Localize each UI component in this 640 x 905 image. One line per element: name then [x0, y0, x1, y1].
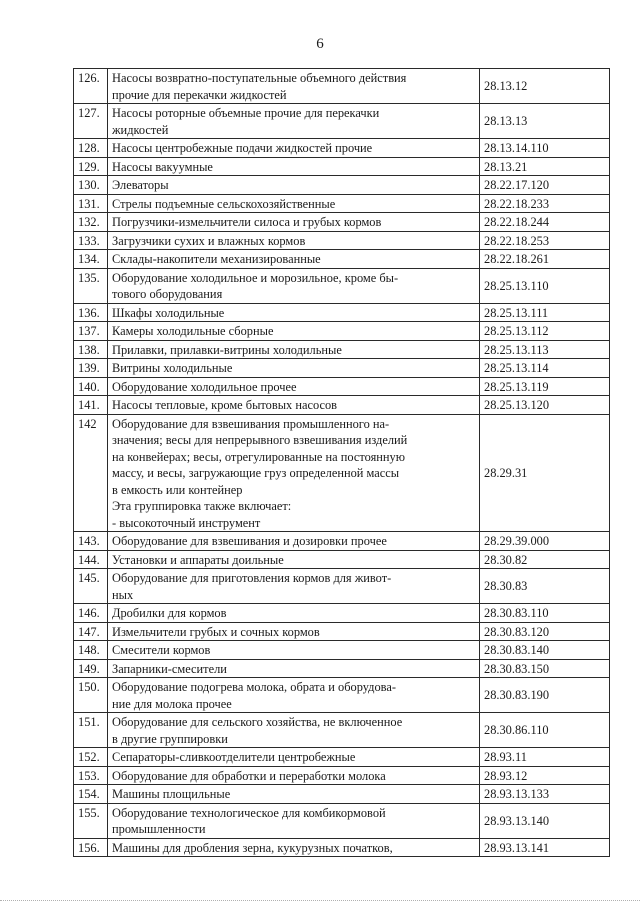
table-row [74, 250, 610, 269]
okpd2-code: 28.30.83.120 [480, 622, 610, 641]
table-row [74, 641, 610, 660]
row-number: 134. [74, 250, 108, 269]
row-number: 145. [74, 569, 108, 604]
okpd2-code: 28.25.13.119 [480, 377, 610, 396]
okpd2-code: 28.30.86.110 [480, 713, 610, 748]
equipment-name [108, 659, 480, 678]
row-number: 130. [74, 176, 108, 195]
equipment-name [108, 604, 480, 623]
okpd2-code: 28.93.13.140 [480, 803, 610, 838]
equipment-name-line: Оборудование подогрева молока, обрата и оборудова- [112, 680, 396, 694]
equipment-name-line: Прилавки, прилавки-витрины холодильные [112, 342, 342, 357]
equipment-name-line: Насосы возвратно-поступательные объемного действия [112, 71, 407, 85]
table-row [74, 359, 610, 378]
table-row [74, 785, 610, 804]
equipment-name-line: значения; весы для непрерывного взвешивания изделий [112, 433, 408, 447]
okpd2-code: 28.30.83.140 [480, 641, 610, 660]
row-number: 127. [74, 104, 108, 139]
equipment-name-line: массу, и весы, загружающие груз определенной массы [112, 466, 400, 480]
row-number: 138. [74, 340, 108, 359]
okpd2-code: 28.22.18.233 [480, 194, 610, 213]
equipment-name-line: Оборудование технологическое для комбикормовой [112, 805, 386, 820]
equipment-name [108, 532, 480, 551]
row-number: 133. [74, 231, 108, 250]
table-row [74, 604, 610, 623]
equipment-name [108, 303, 480, 322]
equipment-name [108, 678, 480, 713]
equipment-name-line: Загрузчики сухих и влажных кормов [112, 233, 306, 248]
equipment-name [108, 550, 480, 569]
okpd2-code: 28.25.13.111 [480, 303, 610, 322]
equipment-name-line: Измельчители грубых и сочных кормов [112, 624, 320, 639]
row-number: 142 [74, 414, 108, 532]
table-row [74, 414, 610, 532]
row-number: 144. [74, 550, 108, 569]
row-number: 152. [74, 748, 108, 767]
table-row [74, 748, 610, 767]
table-row [74, 213, 610, 232]
okpd2-code: 28.22.18.253 [480, 231, 610, 250]
okpd2-code: 28.22.17.120 [480, 176, 610, 195]
table-row [74, 377, 610, 396]
okpd2-code: 28.22.18.244 [480, 213, 610, 232]
equipment-name-line: Запарники-смесители [112, 661, 227, 676]
table-row [74, 268, 610, 303]
equipment-name-line: Насосы роторные объемные прочие для перекачки [112, 106, 380, 120]
okpd2-code: 28.30.83.190 [480, 678, 610, 713]
equipment-name [108, 748, 480, 767]
equipment-name-line: Эта группировка также включает: [112, 499, 292, 513]
equipment-name [108, 785, 480, 804]
okpd2-code: 28.30.82 [480, 550, 610, 569]
okpd2-code: 28.25.13.112 [480, 322, 610, 341]
equipment-name-line: Насосы тепловые, кроме бытовых насосов [112, 398, 338, 412]
page-number: 6 [316, 36, 324, 52]
table-row [74, 322, 610, 341]
row-number: 156. [74, 838, 108, 857]
table-row [74, 396, 610, 415]
table-row [74, 532, 610, 551]
row-number: 155. [74, 803, 108, 838]
equipment-name-line: Шкафы холодильные [112, 305, 225, 320]
table-row [74, 659, 610, 678]
equipment-name-line: Смесители кормов [112, 643, 211, 657]
equipment-name-line: Оборудование для приготовления кормов для живот- [112, 571, 392, 585]
row-number: 129. [74, 157, 108, 176]
equipment-name-line: Стрелы подъемные сельскохозяйственные [112, 196, 336, 211]
okpd2-code: 28.25.13.110 [480, 268, 610, 303]
table-row [74, 838, 610, 857]
equipment-name-line: - высокоточный инструмент [112, 515, 261, 530]
table-row [74, 622, 610, 641]
okpd2-code: 28.25.13.113 [480, 340, 610, 359]
equipment-table [73, 68, 610, 857]
equipment-name-line: тового оборудования [112, 287, 223, 301]
okpd2-code: 28.13.14.110 [480, 139, 610, 158]
equipment-name [108, 176, 480, 195]
row-number: 128. [74, 139, 108, 158]
row-number: 146. [74, 604, 108, 623]
equipment-name [108, 803, 480, 838]
row-number: 148. [74, 641, 108, 660]
row-number: 143. [74, 532, 108, 551]
equipment-name [108, 713, 480, 748]
table-row [74, 569, 610, 604]
equipment-name-line: Оборудование для взвешивания и дозировки прочее [112, 534, 387, 548]
equipment-name-line: Камеры холодильные сборные [112, 324, 274, 338]
equipment-name [108, 213, 480, 232]
okpd2-code: 28.13.21 [480, 157, 610, 176]
okpd2-code: 28.93.13.133 [480, 785, 610, 804]
row-number: 136. [74, 303, 108, 322]
row-number: 139. [74, 359, 108, 378]
equipment-name-line: промышленности [112, 822, 206, 836]
table-row [74, 303, 610, 322]
okpd2-code: 28.22.18.261 [480, 250, 610, 269]
table-row [74, 176, 610, 195]
equipment-name [108, 641, 480, 660]
page-bottom-edge [0, 900, 640, 902]
equipment-name [108, 340, 480, 359]
equipment-name-line: Оборудование для обработки и переработки молока [112, 768, 386, 783]
okpd2-code: 28.13.12 [480, 69, 610, 104]
row-number: 150. [74, 678, 108, 713]
okpd2-code: 28.93.12 [480, 766, 610, 785]
equipment-name [108, 139, 480, 158]
table-row [74, 803, 610, 838]
row-number: 147. [74, 622, 108, 641]
equipment-name-line: на конвейерах; весы, отрегулированные на постоянную [112, 449, 405, 464]
equipment-name-line: Машины для дробления зерна, кукурузных початков, [112, 840, 393, 855]
equipment-name [108, 268, 480, 303]
row-number: 132. [74, 213, 108, 232]
table-row [74, 678, 610, 713]
row-number: 126. [74, 69, 108, 104]
table-row [74, 104, 610, 139]
row-number: 151. [74, 713, 108, 748]
equipment-name-line: Склады-накопители механизированные [112, 252, 321, 266]
okpd2-code: 28.25.13.114 [480, 359, 610, 378]
equipment-name-line: Витрины холодильные [112, 361, 233, 375]
okpd2-code: 28.30.83.150 [480, 659, 610, 678]
table-row [74, 766, 610, 785]
equipment-name [108, 250, 480, 269]
table-row [74, 340, 610, 359]
equipment-name [108, 69, 480, 104]
equipment-name-line: Установки и аппараты доильные [112, 552, 284, 567]
okpd2-code: 28.29.39.000 [480, 532, 610, 551]
equipment-name-line: ние для молока прочее [112, 696, 232, 711]
table-body [74, 69, 610, 857]
equipment-name-line: Насосы вакуумные [112, 159, 213, 174]
row-number: 140. [74, 377, 108, 396]
equipment-name-line: в емкость или контейнер [112, 482, 243, 497]
equipment-name [108, 359, 480, 378]
okpd2-code: 28.30.83 [480, 569, 610, 604]
equipment-name-line: Погрузчики-измельчители силоса и грубых кормов [112, 215, 382, 229]
table-row [74, 713, 610, 748]
equipment-name [108, 396, 480, 415]
okpd2-code: 28.29.31 [480, 414, 610, 532]
equipment-name [108, 157, 480, 176]
equipment-name-line: Дробилки для кормов [112, 606, 227, 620]
row-number: 135. [74, 268, 108, 303]
table-row [74, 550, 610, 569]
okpd2-code: 28.93.13.141 [480, 838, 610, 857]
equipment-name-line: ных [112, 587, 134, 602]
row-number: 137. [74, 322, 108, 341]
equipment-name-line: Оборудование холодильное и морозильное, кроме бы- [112, 270, 399, 285]
table-row [74, 157, 610, 176]
row-number: 153. [74, 766, 108, 785]
row-number: 154. [74, 785, 108, 804]
equipment-name [108, 231, 480, 250]
okpd2-code: 28.25.13.120 [480, 396, 610, 415]
equipment-name-line: Оборудование для взвешивания промышленного на- [112, 416, 390, 431]
equipment-name-line: Машины площильные [112, 787, 231, 801]
table-row [74, 69, 610, 104]
equipment-name [108, 838, 480, 857]
equipment-name-line: жидкостей [112, 122, 169, 137]
equipment-name [108, 414, 480, 532]
row-number: 131. [74, 194, 108, 213]
equipment-name [108, 622, 480, 641]
equipment-name-line: Сепараторы-сливкоотделители центробежные [112, 750, 356, 764]
equipment-name-line: Насосы центробежные подачи жидкостей прочие [112, 141, 373, 155]
equipment-name-line: Оборудование для сельского хозяйства, не включенное [112, 715, 403, 729]
row-number: 141. [74, 396, 108, 415]
equipment-name [108, 569, 480, 604]
okpd2-code: 28.93.11 [480, 748, 610, 767]
table-row [74, 194, 610, 213]
okpd2-code: 28.13.13 [480, 104, 610, 139]
equipment-name-line: Оборудование холодильное прочее [112, 379, 297, 394]
equipment-name-line: в другие группировки [112, 731, 228, 746]
equipment-name [108, 322, 480, 341]
equipment-name [108, 377, 480, 396]
equipment-name [108, 766, 480, 785]
table-row [74, 139, 610, 158]
equipment-name [108, 104, 480, 139]
equipment-name [108, 194, 480, 213]
row-number: 149. [74, 659, 108, 678]
table-row [74, 231, 610, 250]
okpd2-code: 28.30.83.110 [480, 604, 610, 623]
equipment-name-line: Элеваторы [112, 178, 169, 192]
equipment-name-line: прочие для перекачки жидкостей [112, 87, 287, 102]
